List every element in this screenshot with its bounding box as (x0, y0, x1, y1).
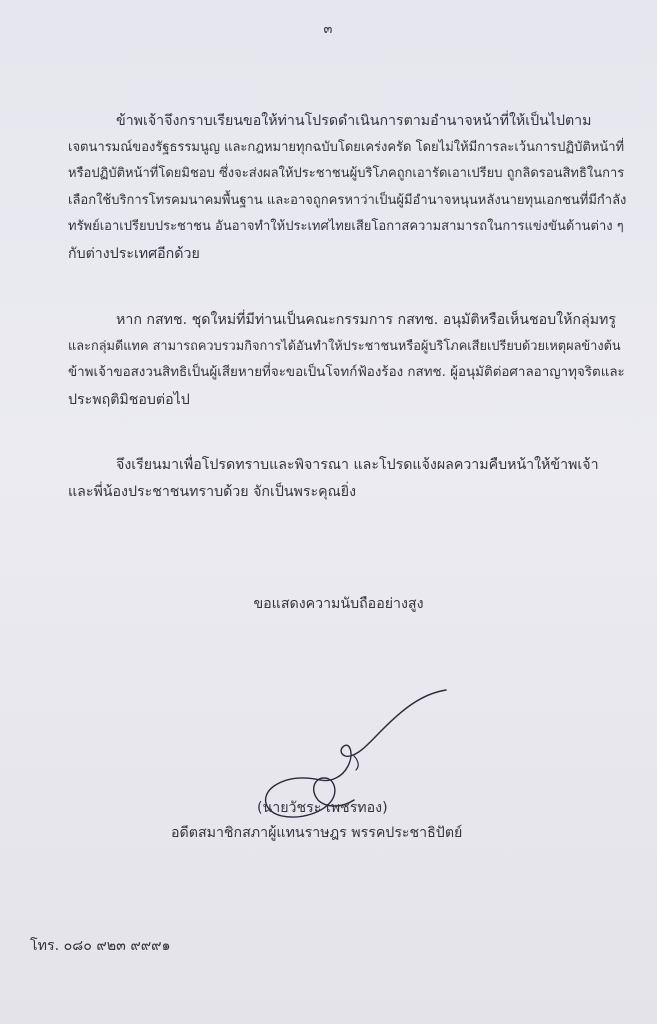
paragraph-line: และกลุ่มดีแทค สามารถควบรวมกิจการได้อันทำให้ประชาชนหรือผู้บริโภคเสียเปรียบด้วยเหตุผลข้างต้น (68, 338, 621, 354)
paragraph-line: ข้าพเจ้าขอสงวนสิทธิเป็นผู้เสียหายที่จะขอเป็นโจทก์ฟ้องร้อง กสทช. ผู้อนุมัติต่อศาลอาญาทุจริตและ (68, 365, 625, 380)
phone-number: โทร. ๐๘๐ ๙๒๓ ๙๙๙๑ (30, 938, 171, 954)
paragraph-line: กับต่างประเทศอีกด้วย (68, 245, 200, 262)
paragraph-line: และพี่น้องประชาชนทราบด้วย จักเป็นพระคุณยิ่ง (68, 483, 357, 500)
paragraph-request (68, 108, 628, 267)
paragraph-line: เจตนารมณ์ของรัฐธรรมนูญ และกฎหมายทุกฉบับโดยเคร่งครัด โดยไม่ให้มีการละเว้นการปฏิบัติหน้าที่ (68, 139, 625, 155)
paragraph-line: เลือกใช้บริการโทรคมนาคมพื้นฐาน และอาจถูกครหาว่าเป็นผู้มีอำนาจหนุนหลังนายทุนเอกชนที่มีกำลัง (68, 192, 627, 208)
paragraph-conclusion (68, 452, 628, 505)
page-number: ๓ (323, 22, 334, 37)
paragraph-line: หรือปฏิบัติหน้าที่โดยมิชอบ ซึ่งจะส่งผลให้ประชาชนผู้บริโภคถูกเอารัดเอาเปรียบ ถูกลิดรอนสิทธิในการ (68, 166, 625, 181)
paragraph-line: ข้าพเจ้าจึงกราบเรียนขอให้ท่านโปรดดำเนินการตามอำนาจหน้าที่ให้เป็นไปตาม (116, 113, 592, 129)
paragraph-line: ทรัพย์เอาเปรียบประชาชน อันอาจทำให้ประเทศไทยเสียโอกาสความสามารถในการแข่งขันด้านต่าง ๆ (68, 219, 624, 234)
paragraph-line: ประพฤติมิชอบต่อไป (68, 391, 190, 408)
paragraph-line: จึงเรียนมาเพื่อโปรดทราบและพิจารณา และโปรดแจ้งผลความคืบหน้าให้ข้าพเจ้า (116, 457, 599, 473)
signer-name: (นายวัชระ เพชรทอง) (257, 800, 388, 816)
paragraph-rights-reservation (68, 307, 628, 413)
closing-salutation: ขอแสดงความนับถืออย่างสูง (253, 596, 424, 612)
signer-title: อดีตสมาชิกสภาผู้แทนราษฎร พรรคประชาธิปัตย์ (171, 825, 463, 841)
paragraph-line: หาก กสทช. ชุดใหม่ที่มีท่านเป็นคณะกรรมการ กสทช. อนุมัติหรือเห็นชอบให้กลุ่มทรู (116, 312, 617, 328)
